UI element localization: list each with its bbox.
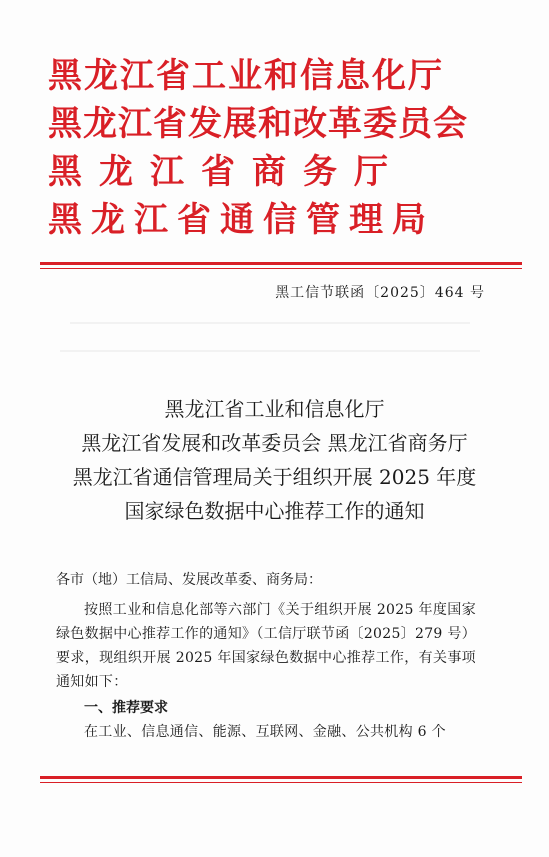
- header-line-4: 黑龙江省通信管理局: [48, 200, 435, 240]
- section-text: 在工业、信息通信、能源、互联网、金融、公共机构 6 个: [84, 724, 446, 740]
- document-body: [56, 568, 476, 744]
- title-line-3: 黑龙江省通信管理局关于组织开展 2025 年度: [72, 465, 477, 489]
- header-divider-thick: [40, 262, 522, 265]
- bleed-through-line: [60, 350, 480, 352]
- header-divider-thin: [40, 268, 522, 269]
- header-line-1: 黑龙江省工业和信息化厅: [48, 56, 444, 96]
- footer-divider-thick: [40, 776, 522, 779]
- bleed-through-line: [70, 322, 470, 324]
- header-line-3: 黑龙江省商务厅: [48, 152, 405, 192]
- title-line-4: 国家绿色数据中心推荐工作的通知: [124, 499, 425, 523]
- salutation: 各市（地）工信局、发展改革委、商务局：: [56, 572, 322, 588]
- footer-divider-thin: [40, 782, 522, 783]
- title-line-1: 黑龙江省工业和信息化厅: [164, 397, 385, 421]
- document-number: 黑工信节联函〔2025〕464 号: [275, 285, 485, 301]
- issuing-authorities-header: [48, 52, 518, 244]
- section-heading: 一、推荐要求: [84, 700, 168, 716]
- title-line-2: 黑龙江省发展和改革委员会 黑龙江省商务厅: [81, 431, 468, 455]
- intro-paragraph: 按照工业和信息化部等六部门《关于组织开展 2025 年度国家绿色数据中心推荐工作的通知》（工信厅联节函〔2025〕279 号）要求，现组织开展 2025 年国家绿色数据中心推荐工作，有关事项通知如下：: [56, 602, 476, 690]
- document-title: [0, 392, 549, 528]
- header-line-2: 黑龙江省发展和改革委员会: [48, 104, 468, 144]
